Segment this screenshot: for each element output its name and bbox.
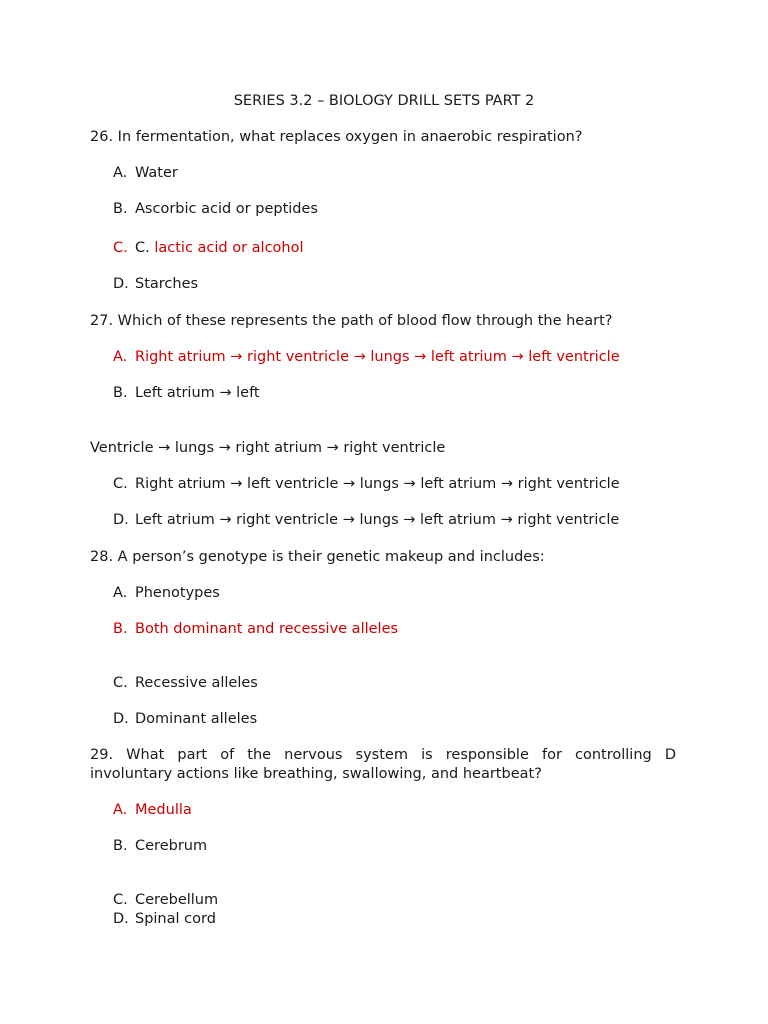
option-26-d	[113, 275, 198, 294]
option-28-a	[113, 584, 220, 603]
option-text: Right atrium → left ventricle → lungs → left atrium → right ventricle	[135, 476, 620, 492]
option-letter: D.	[113, 512, 129, 528]
option-letter: D.	[113, 276, 129, 292]
option-letter: A.	[113, 165, 128, 181]
option-letter: C.	[113, 476, 128, 492]
option-text: Phenotypes	[135, 585, 220, 601]
option-26-a	[113, 164, 178, 183]
option-29-b	[113, 837, 207, 856]
option-letter: C.	[113, 892, 128, 908]
option-28-d	[113, 710, 257, 729]
option-29-d	[113, 910, 216, 929]
option-letter: D.	[113, 911, 129, 927]
option-text: Recessive alleles	[135, 675, 258, 691]
option-29-a-answer	[113, 801, 192, 820]
option-letter: D.	[113, 711, 129, 727]
question-26: 26. In fermentation, what replaces oxygen in anaerobic respiration?	[90, 129, 583, 145]
option-28-c	[113, 674, 258, 693]
option-27-a-answer	[113, 348, 620, 367]
option-letter: C.	[113, 240, 128, 256]
question-29-line-1: 29. What part of the nervous system is responsible for controlling D	[90, 747, 676, 763]
question-27: 27. Which of these represents the path of blood flow through the heart?	[90, 313, 613, 329]
option-text: Cerebrum	[135, 838, 208, 854]
option-letter: B.	[113, 201, 128, 217]
option-letter: A.	[113, 349, 128, 365]
option-27-b	[113, 384, 260, 403]
option-prefix: C.	[135, 240, 150, 256]
option-26-b	[113, 200, 318, 219]
option-letter: C.	[113, 675, 128, 691]
option-28-b-answer	[113, 620, 398, 639]
document-title: SERIES 3.2 – BIOLOGY DRILL SETS PART 2	[233, 93, 535, 109]
question-28: 28. A person’s genotype is their genetic makeup and includes:	[90, 549, 545, 565]
option-letter: A.	[113, 802, 128, 818]
option-letter: A.	[113, 585, 128, 601]
option-text: Medulla	[135, 802, 192, 818]
option-27-d	[113, 511, 619, 530]
option-text: Both dominant and recessive alleles	[135, 621, 399, 637]
option-text: Left atrium → right ventricle → lungs → left atrium → right ventricle	[135, 512, 620, 528]
option-27-c	[113, 475, 620, 494]
option-text: Right atrium → right ventricle → lungs → left atrium → left ventricle	[135, 349, 620, 365]
option-letter: B.	[113, 838, 128, 854]
option-text: Dominant alleles	[135, 711, 258, 727]
option-letter: B.	[113, 385, 128, 401]
option-text: lactic acid or alcohol	[154, 240, 304, 256]
option-text: Ascorbic acid or peptides	[135, 201, 318, 217]
option-text: Water	[135, 165, 178, 181]
option-29-c	[113, 891, 218, 910]
option-text: Left atrium → left	[135, 385, 260, 401]
question-29-line-2: involuntary actions like breathing, swallowing, and heartbeat?	[90, 766, 542, 782]
option-26-c-answer	[113, 239, 304, 258]
option-letter: B.	[113, 621, 128, 637]
option-text: Cerebellum	[135, 892, 219, 908]
option-text: Spinal cord	[135, 911, 216, 927]
option-27-b-continuation: Ventricle → lungs → right atrium → right ventricle	[90, 440, 446, 456]
option-text: Starches	[135, 276, 199, 292]
